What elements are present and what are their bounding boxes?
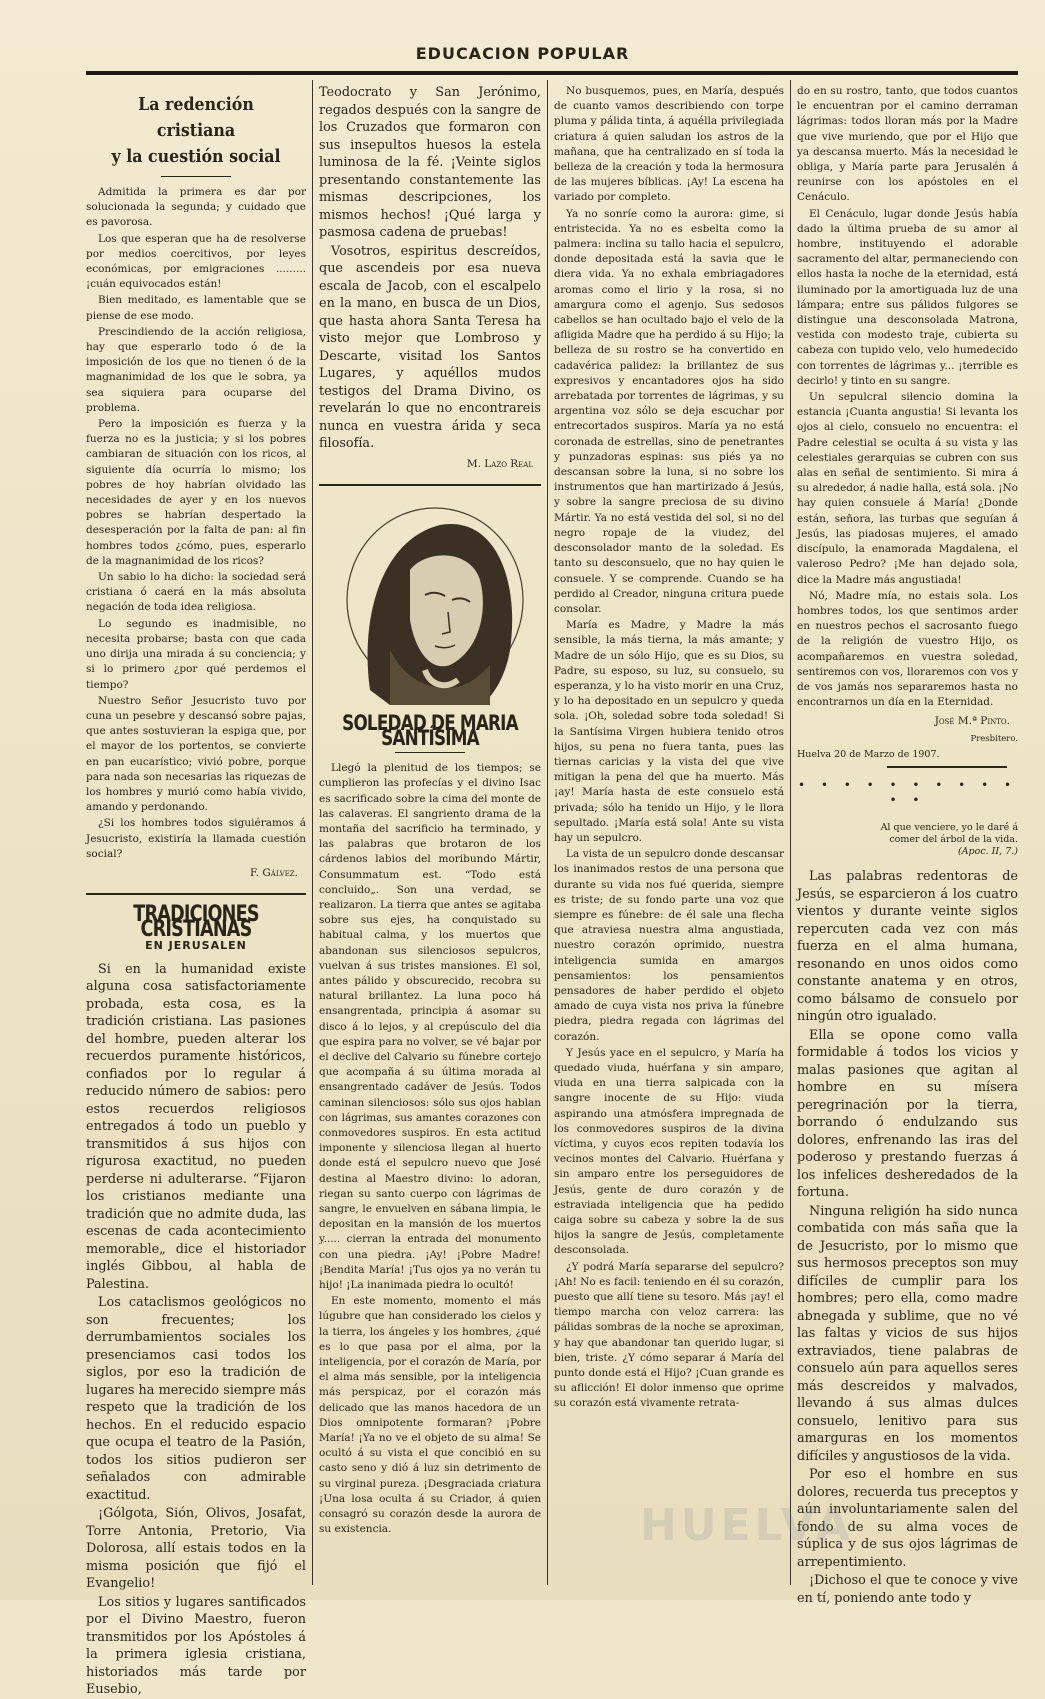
article-title: SOLEDAD DE MARIA SANTÍSIMA — [342, 710, 518, 750]
epigraph-reference: (Apoc. II, 7.) — [957, 846, 1018, 858]
column-4 — [797, 84, 1018, 1606]
signature-role: Presbitero. — [970, 733, 1018, 744]
paragraph: La vista de un sepulcro donde descansar los inanimados restos de una persona que durante su vida nos fué querida, siempre es triste; de su fondo parte una voz que siempre es fúnebre: de él sale una flecha que atraviesa nuestra alma angustiada, nuestro corazón oprimido, nuestra inteligencia sumida en amargos pensamientos: los pensamientos pensadores de haber perdido el objeto amado de cuya vista nos priva la fúnebre piedra, piedra regada con lágrimas del corazón. — [554, 848, 784, 1043]
article-separator — [887, 766, 1007, 768]
paragraph: Nuestro Señor Jesucristo tuvo por cuna un pesebre y descansó sobre pajas, que antes sostuvieran la espiga que, por el mayor de los portentos, se convierte en pan eucarístico; vivió pobre, porque para nada son necesarias las riquezas de los hombres y murió como había vivido, amando y perdonando. — [86, 694, 306, 814]
paragraph: Vosotros, espiritus descreídos, que ascendeis por esa nueva escala de Jacob, con el escalpelo en la mano, en busca de un Dios, que hasta ahora Santa Teresa ha visto mejor que Lombroso y Descarte, visitad los Santos Lugares, y aquéllos mudos testigos del Drama Divino, os revelarán lo que no encontrareis nunca en vuestra árida y seca filosofía. — [319, 243, 541, 451]
dateline: Huelva 20 de Marzo de 1907. — [797, 748, 940, 760]
article-separator — [319, 484, 541, 486]
paragraph: Teodocrato y San Jerónimo, regados después con la sangre de los Cruzados que formaron con sus insepultos huesos la estela luminosa de la fé. ¡Veinte siglos presentando constantemente las mismas descripciones, los mismos hechos! ¡Qué larga y pasmosa cadena de pruebas! — [319, 85, 541, 240]
article-separator — [86, 893, 306, 895]
paragraph: Las palabras redentoras de Jesús, se esparcieron á los cuatro vientos y durante veinte siglos repercuten cada vez con más fuerza en el alma humana, resonando en unos oidos como constante anatema y en otros, como bálsamo de consuelo por ningún otro igualado. — [797, 869, 1018, 1025]
paragraph: Ya no sonríe como la aurora: gime, si entristecida. Ya no es esbelta como la palmera: inclina su tallo hacia el sepulcro, donde depositada está la savia que le diera vida. Ya no exhala embriagadores aromas como el lirio y la rosa, si no amargura como el agenjo. Sus sedosos cabellos se han ocultado bajo el velo de la afligida Madre que ha perdido á su Hijo; la belleza de su rostro se ha convertido en cadavérica palidez: la brillantez de sus expresivos y encantadores ojos ha sido arrebatada por torrentes de lágrimas, y su argentina voz sólo se deja escuchar por entrecortados suspiros. María ya no está coronada de estrellas, sino de penetrantes y punzadoras espinas: sus piés ya no descansan sobre la luna, si no sobre los instrumentos que han martirizado á Jesús, y sobre la sangre preciosa de su divino Mártir. Ya no está vestida del sol, si no del negro ropaje de la viudez, del desconsolador manto de la soledad. Es tanto su desconsuelo, que no hay quien le consuele. Y se comprende. Cuando se ha perdido al Creador, ninguna critura puede consolar. — [554, 207, 784, 615]
article-body — [319, 84, 541, 453]
virgin-mary-engraving — [330, 500, 530, 708]
paragraph: Nó, Madre mía, no estais sola. Los hombres todos, los que sentimos arder en nuestros pechos el sacrosanto fuego de la religión de vuestro Hijo, os acompañaremos en vuestra soledad, sentiremos con vos, lloraremos con vos y de vos jamás nos separaremos hasta no encontrarnos un día en la Eternidad. — [797, 589, 1018, 709]
archive-watermark: HUELVA — [640, 1500, 854, 1551]
paragraph: María es Madre, y Madre la más sensible, la más tierna, la más amante; y Madre de un sólo Hijo, que es su Dios, su Padre, su esposo, su luz, su consuelo, su esperanza, y lo ha visto morir en una Cruz, y lo ha depositado en un sepulcro y queda sola. ¡Oh, soledad sobre toda soledad! Si la Santísima Virgen hubiera tenido otros hijos, su pena no fuera tanta, pues las tiernas caricias y la vista del que vive mitigan la pena del que ha muerto. Más ¡ay! María hasta de este consuelo está privada; sólo ha tenido un Hijo, y le llora sepultado. ¡María está sola! Ante su vista hay un sepulcro. — [554, 619, 784, 844]
article-subtitle: EN JERUSALEN — [145, 938, 247, 952]
paragraph: No busquemos, pues, en María, después de cuanto vamos describiendo con torpe pluma y pálida tinta, á aquélla privilegiada criatura á quien saludan los astros de la mañana, que ha centralizado en sí toda la belleza de la creación y toda la hermosura de las mujeres bíblicas. ¡Ay! La escena ha variado por completo. — [554, 85, 784, 204]
paragraph: Y Jesús yace en el sepulcro, y María ha quedado viuda, huérfana y sin amparo, viuda en una tierra salpicada con la sangre inocente de su Hijo: viuda aspirando una atmósfera impregnada de los conmovedores suspiros de la divina víctima, y cuyos ecos repiten todavía los vecinos montes del Calvario. Huérfana y sin amparo entre los perseguidores de Jesús, gente de duro corazón y de estraviada inteligencia que ha pedido caiga sobre su cabeza y sobre la de sus hijos la sangre de Jesús, completamente desconsolada. — [554, 1046, 784, 1257]
column-1 — [86, 84, 306, 1698]
paragraph: Por eso el hombre en sus dolores, recuerda tus preceptos y aún involuntariamente salen del fondo de su alma voces de súplica y de sus ojos lágrimas de arrepentimiento. — [797, 1467, 1018, 1570]
paragraph: En este momento, momento el más lúgubre que han considerado los cielos y la tierra, los ángeles y los hombres, ¿qué es lo que pasa por el alma, por la inteligencia, por el corazón de María, por el alma más sensible, por la inteligencia más perspicaz, por el corazón más delicado que las manos hacedora de un Dios omnipotente formaran? ¡Pobre María! ¡Ya no ve el objeto de su alma! Se ocultó á su vista el que concibió en su casto seno y dió á luz sin detrimento de su virginal pureza. ¡Desgraciada criatura ¡Una losa oculta á su Criador, á quien consagró su corazón desde la aurora de su existencia. — [319, 1295, 541, 1536]
article-body — [319, 761, 541, 1537]
paragraph: ¡Gólgota, Sión, Olivos, Josafat, Torre Antonia, Pretorio, Via Dolorosa, allí estais todos en la misma posición que fijó el Evangelio! — [86, 1506, 306, 1592]
column-divider — [547, 80, 548, 1585]
column-3 — [554, 84, 784, 1584]
article-signature: José M.ª Pinto. — [934, 715, 1010, 728]
title-line: y la cuestión social — [111, 146, 281, 167]
column-divider — [312, 80, 313, 1585]
epigraph-text: Al que venciere, yo le daré á comer del árbol de la vida. — [880, 822, 1018, 846]
article-signature: M. Lazo Real — [466, 457, 533, 470]
article-body — [86, 961, 306, 1699]
masthead: EDUCACION POPULAR — [415, 44, 630, 63]
paragraph: Los sitios y lugares santificados por el Divino Maestro, fueron transmitidos por los Apóstoles á la primera iglesia cristiana, historiados más tarde por Eusebio, — [86, 1594, 306, 1698]
paragraph: Un sepulcral silencio domina la estancia ¡Cuanta angustia! Si levanta los ojos al cielo, consuelo no encuentra: el Padre celestial se oculta á su vista y las celestiales gerarquias se cubren con sus alas en señal de sentimiento. Si mira á su alrededor, á nadie halla, está sola. ¡No hay quien consuele á María! ¿Donde están, señora, las turbas que seguían á Jesús, las piadosas mujeres, el amado discípulo, la enamorada Magdalena, el valeroso Pedro? ¡Me han dejado sola, dice la Madre más angustiada! — [797, 391, 1018, 586]
paragraph: El Cenáculo, lugar donde Jesús había dado la última prueba de su amor al hombre, instituyendo el adorable sacramento del altar, permaneciendo con ellos hasta la noche de la eternidad, está iluminado por la amortiguada luz de una lámpara; entre sus pálidos fulgores se distingue una desconsolada Matrona, vestida con modesto traje, cubierta su cabeza con tupido velo, velo humedecido con torrentes de lágrimas y... ¡terrible es decirlo! y tinto en su sangre. — [797, 207, 1018, 387]
paragraph: Lo segundo es inadmisible, no necesita probarse; basta con que cada uno dirija una mirada á su conciencia; y si lo primero ¿por qué perdemos el tiempo? — [86, 617, 306, 691]
paragraph: Ella se opone como valla formidable á todos los vicios y malas pasiones que agitan al hombre en su mísera peregrinación por la tierra, borrando ó endulzando sus dolores, enfrenando las iras del poderoso y prestando fuerzas á los infelices desheredados de la fortuna. — [797, 1027, 1018, 1201]
paragraph: Prescindiendo de la acción religiosa, hay que esperarlo todo ó de la imposición de los que no tienen ó de la magnanimidad de los que le sobra, ya sea siquiera para ocuparse del problema. — [86, 325, 306, 414]
paragraph: do en su rostro, tanto, que todos cuantos le encuentran por el camino derraman lágrimas: todos lloran más por la Madre que vive muriendo, que por el Hijo que ya descansa muerto. Más la necesidad le obliga, y María parte para Jerusalén á reunirse con los apóstoles en el Cenáculo. — [797, 85, 1018, 204]
paragraph: Llegó la plenitud de los tiempos; se cumplieron las profecías y el divino Isac es sacrificado sobre la cima del monte de las calaveras. El sangriento drama de la montaña del sacrificio ha terminado, y las palabras que brotaron de los cárdenos labios del moribundo Mártir, Consummatum est. “Todo está concluido„. Son una verdad, se realizaron. La tierra que antes se agitaba sobre sus ejes, ha conquistado su habitual calma, y los muertos que abandonan sus silenciosos sepulcros, vuelvan á sus tristes mansiones. El sol, antes pálido y obscurecido, recobra su natural brillantez. La luna poco há ensangrentada, principia á asomar su disco á lo lejos, y al crepúsculo del dia que espira para no volver, se vé bajar por el declive del Calvario su fúnebre cortejo que acompaña á su última morada al ensangrentado cadáver de Jesús. Todos caminan silenciosos: sólo sus ojos hablan con lágrimas, sus amantes corazones con conmovedores suspiros. En esta actitud imponente y silenciosa llegan al huerto donde está el sepulcro nuevo que José destina al Maestro divino: lo adoran, riegan su santo cuerpo con lágrimas de sangre, le envuelven en sábana limpia, le depositan en la mansión de los muertos y..... cierran la entrada del monumento con una piedra. ¡Ay! ¡Pobre Madre! ¡Bendita María! ¡Tus ojos ya no verán tu hijo! ¡La inanimada piedra lo ocultó! — [319, 762, 541, 1292]
section-dots: • • • • • • • • • • • • — [797, 777, 1018, 808]
paragraph: Bien meditado, es lamentable que se piense de ese modo. — [86, 294, 306, 322]
column-divider — [790, 80, 791, 1585]
paragraph: ¿Si los hombres todos siguiéramos á Jesucristo, existiría la llamada cuestión social? — [86, 817, 306, 860]
paragraph: Pero la imposición es fuerza y la fuerza no es la justicia; y si los pobres cambiaran de situación con los ricos, al siguiente día ocurría lo mismo; los pobres de hoy habrían olvidado las necesidades de ayer y en los nuevos pobres se habrían despertado la desesperación por la falta de pan: al fin hombres todos ¿cómo, pues, esperarlo de la magnanimidad de los ricos? — [86, 418, 306, 567]
title-line: La redención cristiana — [138, 94, 254, 141]
masthead-rule — [86, 71, 1018, 75]
paragraph: ¡Dichoso el que te conoce y vive en tí, poniendo ante todo y — [797, 1573, 1018, 1606]
article-signature: F. Gálvez. — [250, 866, 298, 879]
article-body — [86, 185, 306, 862]
paragraph: Ninguna religión ha sido nunca combatida con más saña que la de Jesucristo, por lo mismo que sus hermosos preceptos son muy difíciles de cumplir para los hombres; pero ella, como madre abnegada y sublime, que no vé las faltas y vicios de sus hijos extraviados, tiene palabras de consuelo aún para aquellos seres más descreidos y malvados, llevando á sus almas dulces consuelo, lenitivo para sus amarguras en los momentos difíciles y angustiosos de la vida. — [797, 1203, 1018, 1464]
paragraph: Admitida la primera es dar por solucionada la segunda; y cuidado que es pavorosa. — [86, 186, 306, 229]
article-title: TRADICIONES CRISTIANAS — [133, 902, 259, 943]
article-body — [797, 868, 1018, 1607]
paragraph: Si en la humanidad existe alguna cosa satisfactoriamente probada, esta cosa, es la tradición cristiana. Las pasiones del hombre, pueden alterar los recuerdos puramente históricos, confiados por lo regular á reducido número de sabios: pero estos recuerdos religiosos entregados á todo un pueblo y transmitidos á sus hijos con rigurosa exactitud, no pueden perderse ni adulterarse. “Fijaron los cristianos mediante una tradición que no admite duda, las escenas de cada acontecimiento memorable„ dice el historiador inglés Gibbou, al habla de Palestina. — [86, 961, 306, 1292]
paragraph: ¿Y podrá María separarse del sepulcro? ¡Ah! No es facil: teniendo en él su corazón, puesto que allí tiene su tesoro. Más ¡ay! el tiempo marcha con veloz carrera: las pálidas sombras de la noche se aproximan, y hay que abandonar tan querido lugar, si bien, triste. ¿Y cómo separar á María del punto donde está el Hijo? ¡Cuan grande es su aflicción! El dolor inmenso que oprime su corazón está vivamente retrata- — [554, 1260, 784, 1410]
paragraph: Los que esperan que ha de resolverse por medios coercitivos, por leyes económicas, por emigraciones ......... ¡cuán equivocados están! — [86, 232, 306, 291]
paragraph: Los cataclismos geológicos no son frecuentes; los derrumbamientos sociales los presenciamos casi todos los siglos, por eso la tradición de lugares ha merecido siempre más respeto que la tradición de los hechos. En el reducido espacio que ocupa el teatro de la Pasión, todos los sitios pudieron ser señalados con admirable exactitud. — [86, 1295, 306, 1503]
article-title — [99, 92, 293, 170]
paragraph: Un sabio lo ha dicho: la sociedad será cristiana ó caerá en la más absoluta negación de toda idea religiosa. — [86, 571, 306, 614]
title-rule — [161, 176, 231, 177]
virgin-mary-illustration — [330, 500, 530, 708]
title-rule — [395, 752, 465, 753]
epigraph — [797, 822, 1018, 858]
column-2 — [319, 84, 541, 1584]
